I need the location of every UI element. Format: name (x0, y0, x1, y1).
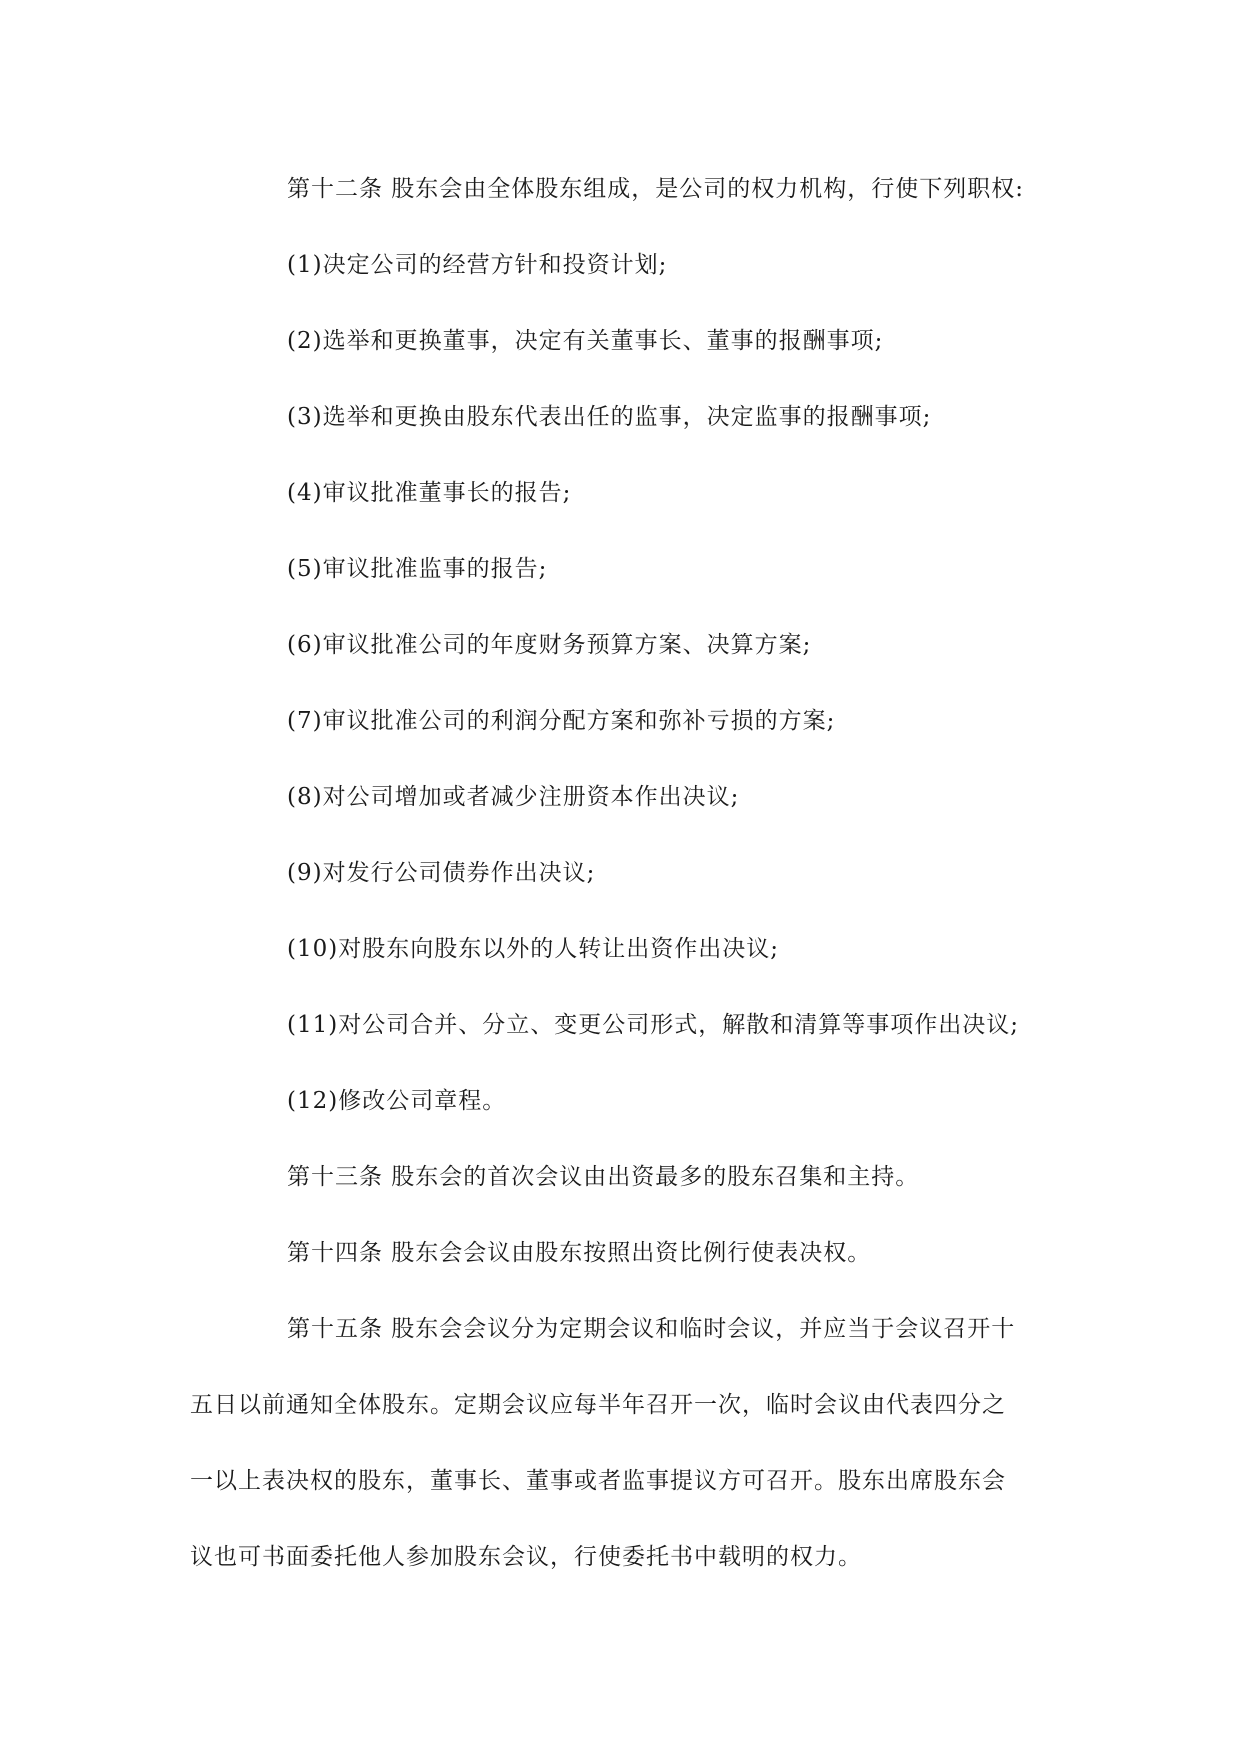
list-item: (12)修改公司章程。 (287, 1088, 507, 1114)
list-item: (7)审议批准公司的利润分配方案和弥补亏损的方案; (287, 708, 836, 734)
article-14: 第十四条 股东会会议由股东按照出资比例行使表决权。 (287, 1240, 872, 1266)
list-item: (5)审议批准监事的报告; (287, 556, 548, 582)
article-15-line-3: 一以上表决权的股东，董事长、董事或者监事提议方可召开。股东出席股东会 (190, 1468, 1006, 1494)
list-item: (8)对公司增加或者减少注册资本作出决议; (287, 784, 740, 810)
article-15-line-1: 第十五条 股东会会议分为定期会议和临时会议，并应当于会议召开十 (287, 1316, 1016, 1342)
article-13: 第十三条 股东会的首次会议由出资最多的股东召集和主持。 (287, 1164, 920, 1190)
list-item: (9)对发行公司债券作出决议; (287, 860, 596, 886)
list-item: (3)选举和更换由股东代表出任的监事，决定监事的报酬事项; (287, 404, 932, 430)
list-item: (11)对公司合并、分立、变更公司形式，解散和清算等事项作出决议; (287, 1012, 1019, 1038)
article-15-line-4: 议也可书面委托他人参加股东会议，行使委托书中载明的权力。 (190, 1544, 862, 1570)
list-item: (4)审议批准董事长的报告; (287, 480, 572, 506)
list-item: (2)选举和更换董事，决定有关董事长、董事的报酬事项; (287, 328, 884, 354)
article-12-heading: 第十二条 股东会由全体股东组成，是公司的权力机构，行使下列职权: (287, 176, 1025, 202)
list-item: (10)对股东向股东以外的人转让出资作出决议; (287, 936, 779, 962)
list-item: (6)审议批准公司的年度财务预算方案、决算方案; (287, 632, 812, 658)
article-15-line-2: 五日以前通知全体股东。定期会议应每半年召开一次，临时会议由代表四分之 (190, 1392, 1006, 1418)
list-item: (1)决定公司的经营方针和投资计划; (287, 252, 668, 278)
